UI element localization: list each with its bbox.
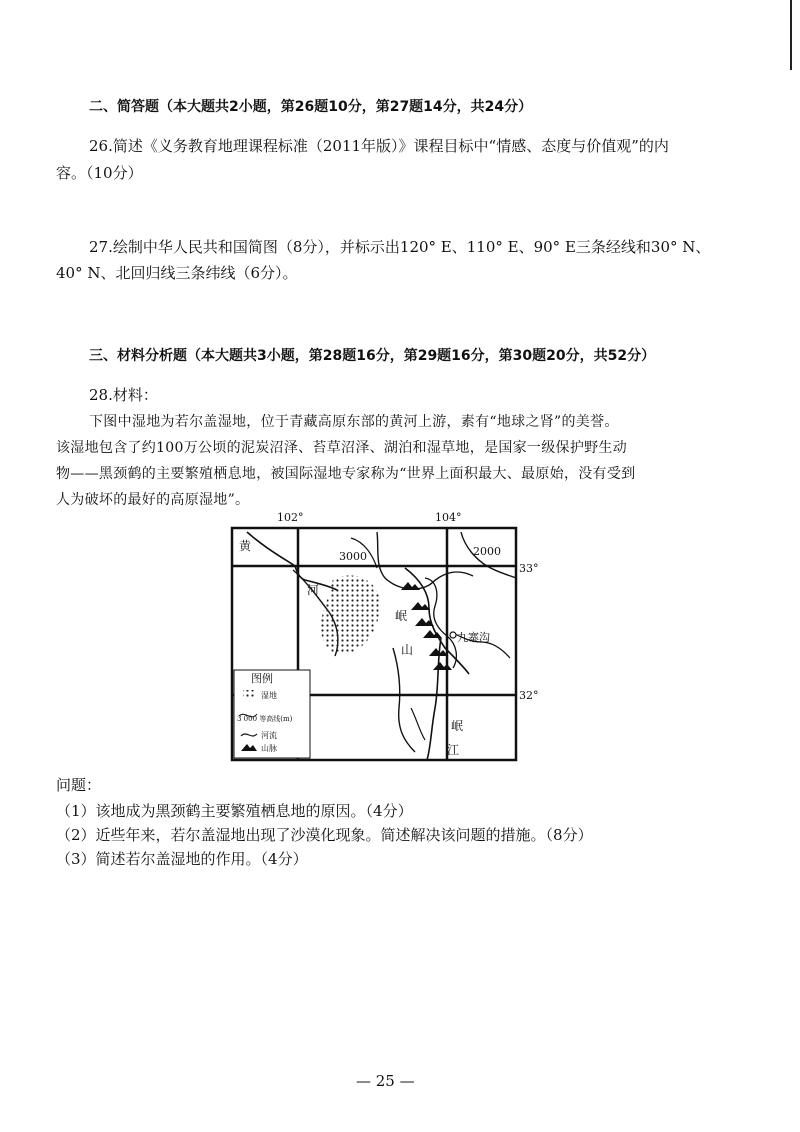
- question-26-line-2: 容。（10分）: [56, 164, 143, 182]
- contour-label-3000: 3000: [339, 550, 367, 563]
- questions-label: 问题：: [56, 776, 102, 794]
- contour-label-2000: 2000: [473, 545, 501, 558]
- legend-contour-label: 3 000 等高线(m): [237, 715, 293, 723]
- question-26-line-1: 26.简述《义务教育地理课程标准（2011年版）》课程目标中“情感、态度与价值观”的内: [89, 137, 669, 155]
- page-edge-mark: [790, 0, 792, 70]
- map-label-jiuzhaigou: 九寨沟: [457, 631, 490, 644]
- map-label-jiang: 江: [447, 743, 460, 757]
- map-label-min-river: 岷: [451, 719, 464, 733]
- map-label-shan: 山: [401, 643, 414, 657]
- map-label-he: 河: [307, 583, 320, 597]
- legend-mountain-label: 山脉: [261, 744, 277, 753]
- legend-title: 图例: [251, 672, 273, 685]
- legend-river-label: 河流: [261, 731, 277, 740]
- material-line-4: 人为破坏的最好的高原湿地”。: [56, 492, 250, 508]
- latitude-label-33: 33°: [519, 562, 539, 575]
- legend-wetland-label: 湿地: [261, 691, 277, 700]
- question-28-label: 28.材料：: [89, 386, 158, 404]
- section-2-title: 二、简答题（本大题共2小题，第26题10分，第27题14分，共24分）: [89, 99, 533, 115]
- question-28-3: （3）简述若尔盖湿地的作用。（4分）: [56, 850, 308, 868]
- jiuzhaigou-marker: [450, 632, 456, 638]
- map-label-huang: 黄: [239, 539, 252, 553]
- wetland-map: [225, 508, 539, 773]
- section-3-title: 三、材料分析题（本大题共3小题，第28题16分，第29题16分，第30题20分，共52分）: [89, 348, 656, 364]
- question-28-2: （2）近些年来，若尔盖湿地出现了沙漠化现象。简述解决该问题的措施。（8分）: [56, 826, 593, 844]
- question-28-1: （1）该地成为黑颈鹤主要繁殖栖息地的原因。（4分）: [56, 802, 413, 820]
- question-27-line-2: 40° N、北回归线三条纬线（6分）。: [56, 264, 298, 282]
- latitude-label-32: 32°: [519, 689, 539, 702]
- question-27-line-1: 27.绘制中华人民共和国简图（8分），并标示出120° E、110° E、90° E三条经线和30° N、: [89, 238, 711, 256]
- material-line-3: 物——黑颈鹤的主要繁殖栖息地，被国际湿地专家称为“世界上面积最大、最原始，没有受到: [56, 466, 636, 482]
- legend-wetland-swatch: [243, 690, 255, 699]
- material-line-1: 下图中湿地为若尔盖湿地，位于青藏高原东部的黄河上游，素有“地球之肾”的美誉。: [89, 414, 619, 430]
- map-label-min: 岷: [395, 609, 408, 623]
- page-number: — 25 —: [356, 1072, 415, 1090]
- material-line-2: 该湿地包含了约100万公顷的泥炭沼泽、苔草沼泽、湖泊和湿草地，是国家一级保护野生动: [56, 440, 628, 456]
- map-legend: [234, 670, 310, 758]
- longitude-label-104: 104°: [435, 511, 462, 524]
- longitude-label-102: 102°: [277, 511, 304, 524]
